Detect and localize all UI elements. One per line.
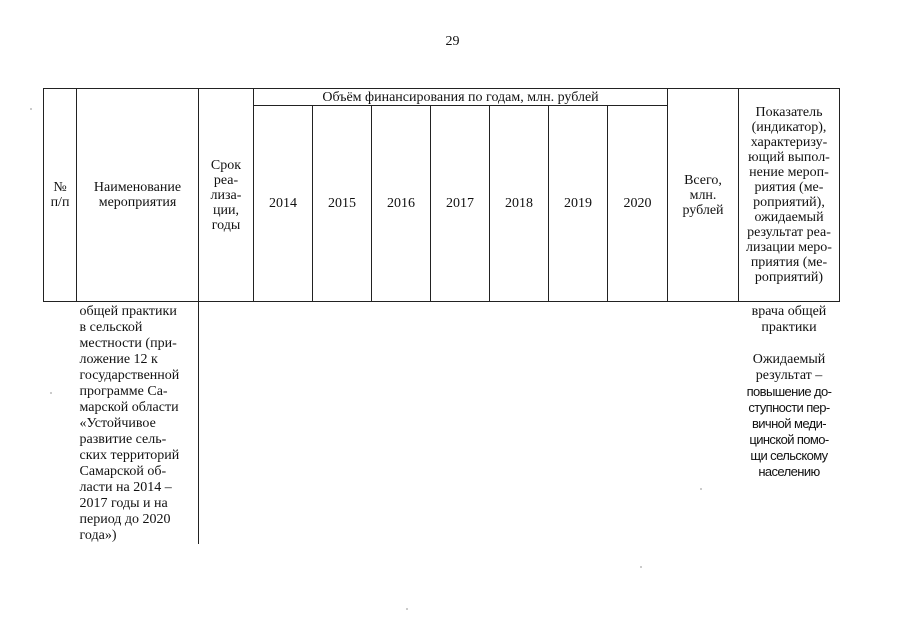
header-year: 2016 xyxy=(372,106,431,302)
name-line: период до 2020 xyxy=(79,512,171,527)
table-row xyxy=(44,302,840,545)
header-year: 2018 xyxy=(490,106,549,302)
indicator-line: практики xyxy=(761,320,817,335)
indicator-line: щи сельскому xyxy=(750,448,828,463)
table-header-row xyxy=(44,89,840,106)
cell-name xyxy=(77,302,199,545)
indicator-line: результат – xyxy=(755,368,823,383)
header-year: 2019 xyxy=(549,106,608,302)
page-number: 29 xyxy=(445,34,460,49)
scan-speck xyxy=(700,488,702,490)
scan-speck xyxy=(406,608,408,610)
indicator-spacer xyxy=(741,336,838,352)
name-line: в сельской xyxy=(79,320,143,335)
name-line: «Устойчивое xyxy=(79,416,156,431)
name-line: марской области xyxy=(79,400,179,415)
name-line: ских территорий xyxy=(79,448,180,463)
name-line: общей практики xyxy=(79,304,177,319)
cell-year-value xyxy=(490,302,549,545)
name-line: программе Са- xyxy=(79,384,168,399)
scan-speck xyxy=(640,566,642,568)
name-line: года») xyxy=(79,528,117,543)
header-year: 2015 xyxy=(313,106,372,302)
cell-year-value xyxy=(549,302,608,545)
header-year: 2017 xyxy=(431,106,490,302)
name-line: развитие сель- xyxy=(79,432,167,447)
indicator-line: населению xyxy=(758,464,820,479)
header-financing-group: Объём финансирования по годам, млн. рублей xyxy=(254,89,668,106)
indicator-line: цинской помо- xyxy=(749,432,829,447)
name-line: государственной xyxy=(79,368,180,383)
cell-year-value xyxy=(254,302,313,545)
header-term: Срок реа-лиза-ции, годы xyxy=(199,89,254,302)
indicator-line: ступности пер- xyxy=(748,400,830,415)
indicator-line: Ожидаемый xyxy=(752,352,826,367)
indicator-line: повышение до- xyxy=(746,384,832,399)
name-line: ласти на 2014 – xyxy=(79,480,172,495)
cell-total xyxy=(668,302,739,545)
header-name: Наименование мероприятия xyxy=(77,89,199,302)
cell-year-value xyxy=(372,302,431,545)
name-line: 2017 годы и на xyxy=(79,496,168,511)
indicator-line: вичной меди- xyxy=(751,416,827,431)
header-year: 2014 xyxy=(254,106,313,302)
header-year: 2020 xyxy=(608,106,668,302)
cell-indicator xyxy=(739,302,840,545)
cell-year-value xyxy=(431,302,490,545)
header-number: № п/п xyxy=(44,89,77,302)
cell-year-value xyxy=(608,302,668,545)
name-line: местности (при- xyxy=(79,336,177,351)
cell-year-value xyxy=(313,302,372,545)
header-total: Всего, млн. рублей xyxy=(668,89,739,302)
cell-term xyxy=(199,302,254,545)
financing-table xyxy=(43,88,840,544)
scan-speck xyxy=(50,392,52,394)
name-line: Самарской об- xyxy=(79,464,167,479)
header-indicator: Показатель (индикатор), характеризу-ющий выпол-нение мероп-риятия (ме-роприятий), ожидаемый результат реа-лизации меро-приятия (ме-роприятий) xyxy=(739,89,840,302)
scan-speck xyxy=(30,108,32,110)
name-line: ложение 12 к xyxy=(79,352,158,367)
indicator-line: врача общей xyxy=(751,304,827,319)
cell-number xyxy=(44,302,77,545)
